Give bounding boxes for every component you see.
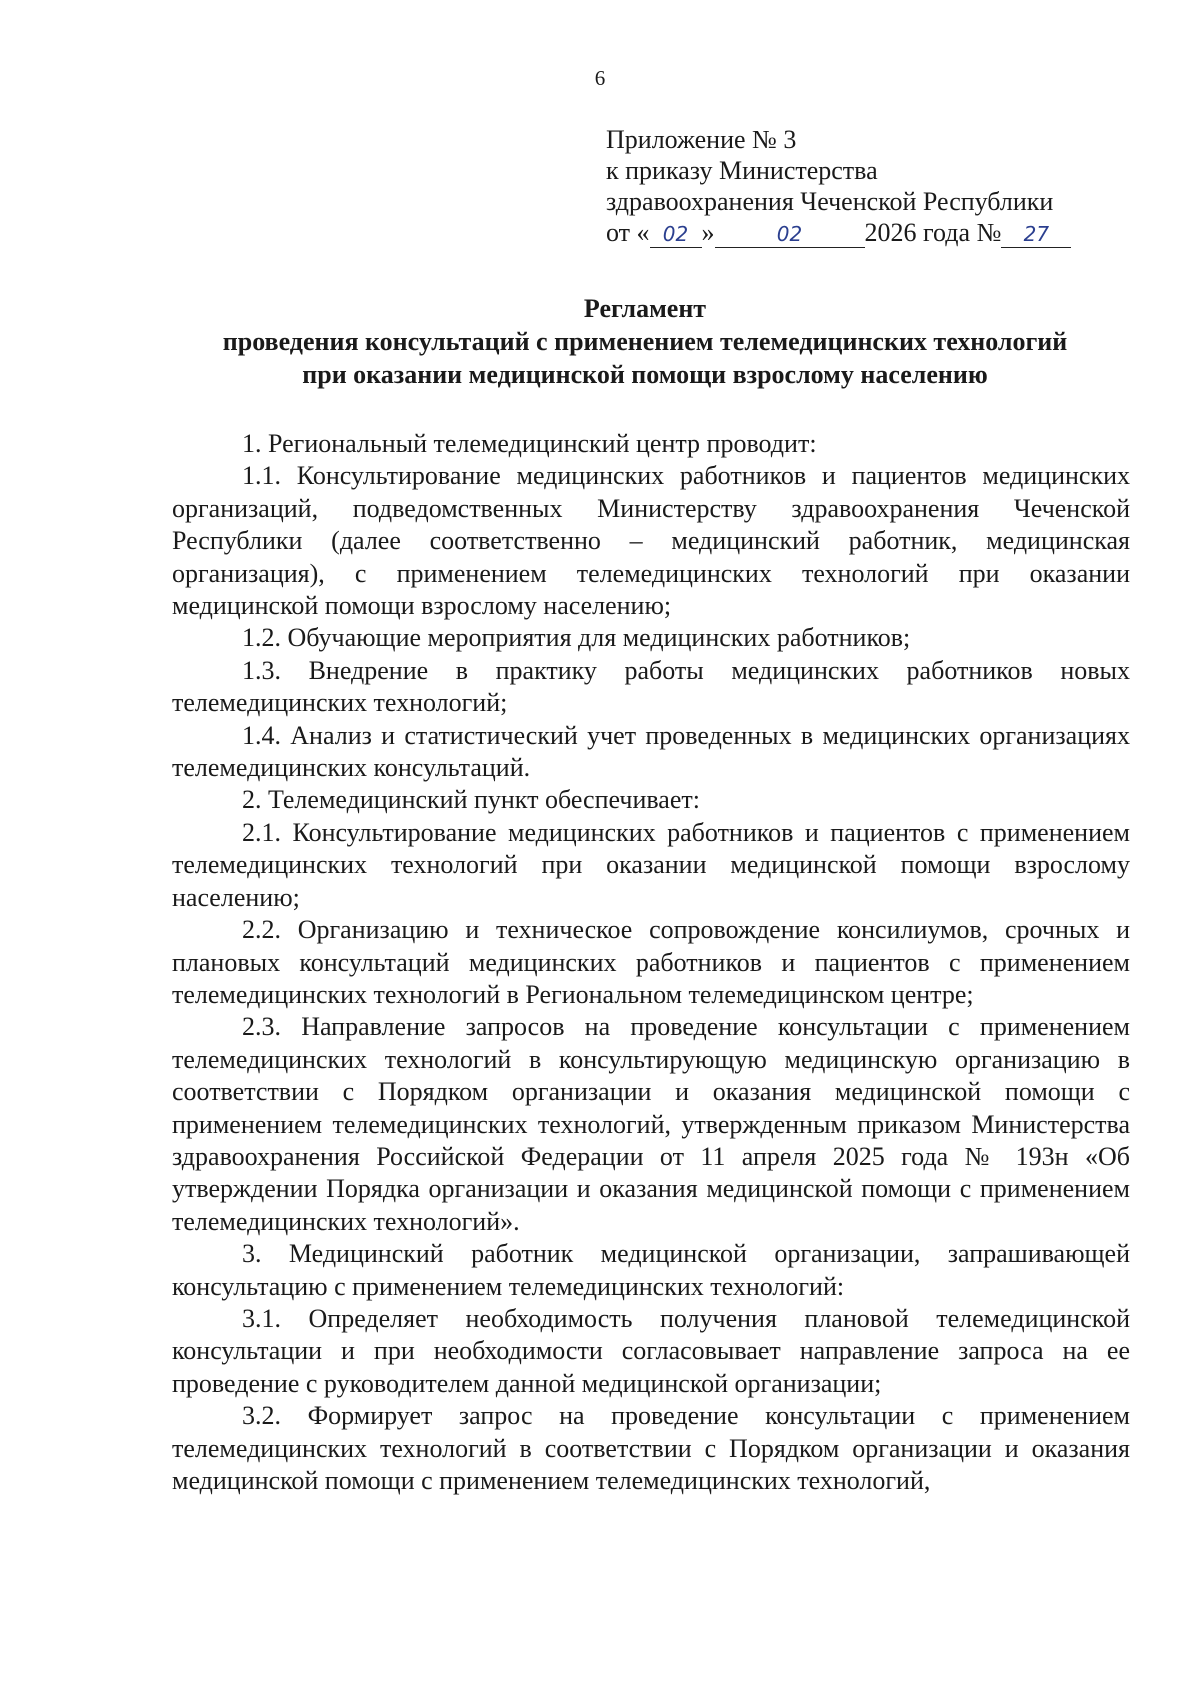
handwritten-order-number: 27 <box>1001 221 1071 248</box>
title-line-2: проведения консультаций с применением телемедицинских технологий <box>222 327 1068 356</box>
paragraph: 1. Региональный телемедицинский центр проводит: <box>242 429 817 458</box>
paragraph: 1.3. Внедрение в практику работы медицинских работников новых телемедицинских технологий; <box>172 655 1130 718</box>
handwritten-day: 02 <box>650 221 702 248</box>
paragraph: 3.2. Формирует запрос на проведение консультации с применением телемедицинских технологий в соответствии с Порядком организации и оказания медицинской помощи с применением телемедицинских технологий, <box>172 1401 1130 1495</box>
paragraph: 1.2. Обучающие мероприятия для медицинских работников; <box>242 623 911 653</box>
appendix-line-2: к приказу Министерства <box>606 156 878 185</box>
document-title <box>170 292 1120 391</box>
title-line-1: Регламент <box>583 294 707 323</box>
title-line-3: при оказании медицинской помощи взрослому населению <box>302 360 988 389</box>
appendix-header <box>606 124 1071 248</box>
date-mid-quote: » <box>701 218 715 247</box>
handwritten-month: 02 <box>715 221 865 248</box>
paragraph: 1.1. Консультирование медицинских работников и пациентов медицинских организаций, подведомственных Министерству здравоохранения Чеченской Республики (далее соответственно – медицинский работник, медицинская организация), с применением телемедицинских технологий при оказании медицинской помощи взрослому населению; <box>172 461 1130 621</box>
paragraph: 3.1. Определяет необходимость получения плановой телемедицинской консультации и при необходимости согласовывает направление запроса на ее проведение с руководителем данной медицинской организации; <box>172 1303 1130 1398</box>
page-number: 6 <box>594 66 606 90</box>
document-body <box>172 428 1130 1497</box>
appendix-line-3: здравоохранения Чеченской Республики <box>606 187 1054 216</box>
paragraph: 2.1. Консультирование медицинских работников и пациентов с применением телемедицинских технологий при оказании медицинской помощи взрослому населению; <box>172 817 1130 912</box>
paragraph: 2.3. Направление запросов на проведение консультации с применением телемедицинских технологий в консультирующую медицинскую организацию в соответствии с Порядком организации и оказания медицинской помощи с применением телемедицинских технологий, утвержденным приказом Министерства здравоохранения Российской Федерации от 11 апреля 2025 года № 193н «Об утверждении Порядка организации и оказания медицинской помощи с применением телемедицинских технологий». <box>172 1012 1130 1236</box>
date-year-text: 2026 года № <box>864 218 1002 247</box>
appendix-line-1: Приложение № 3 <box>606 125 797 154</box>
appendix-date-line <box>606 217 1071 248</box>
paragraph: 2.2. Организацию и техническое сопровождение консилиумов, срочных и плановых консультаций медицинских работников и пациентов с применением телемедицинских технологий в Региональном телемедицинском центре; <box>172 915 1130 1009</box>
paragraph: 2. Телемедицинский пункт обеспечивает: <box>242 785 700 815</box>
date-prefix: от « <box>606 218 650 247</box>
paragraph: 3. Медицинский работник медицинской организации, запрашивающей консультацию с применением телемедицинских технологий: <box>172 1239 1130 1301</box>
paragraph: 1.4. Анализ и статистический учет проведенных в медицинских организациях телемедицинских консультаций. <box>172 720 1130 783</box>
